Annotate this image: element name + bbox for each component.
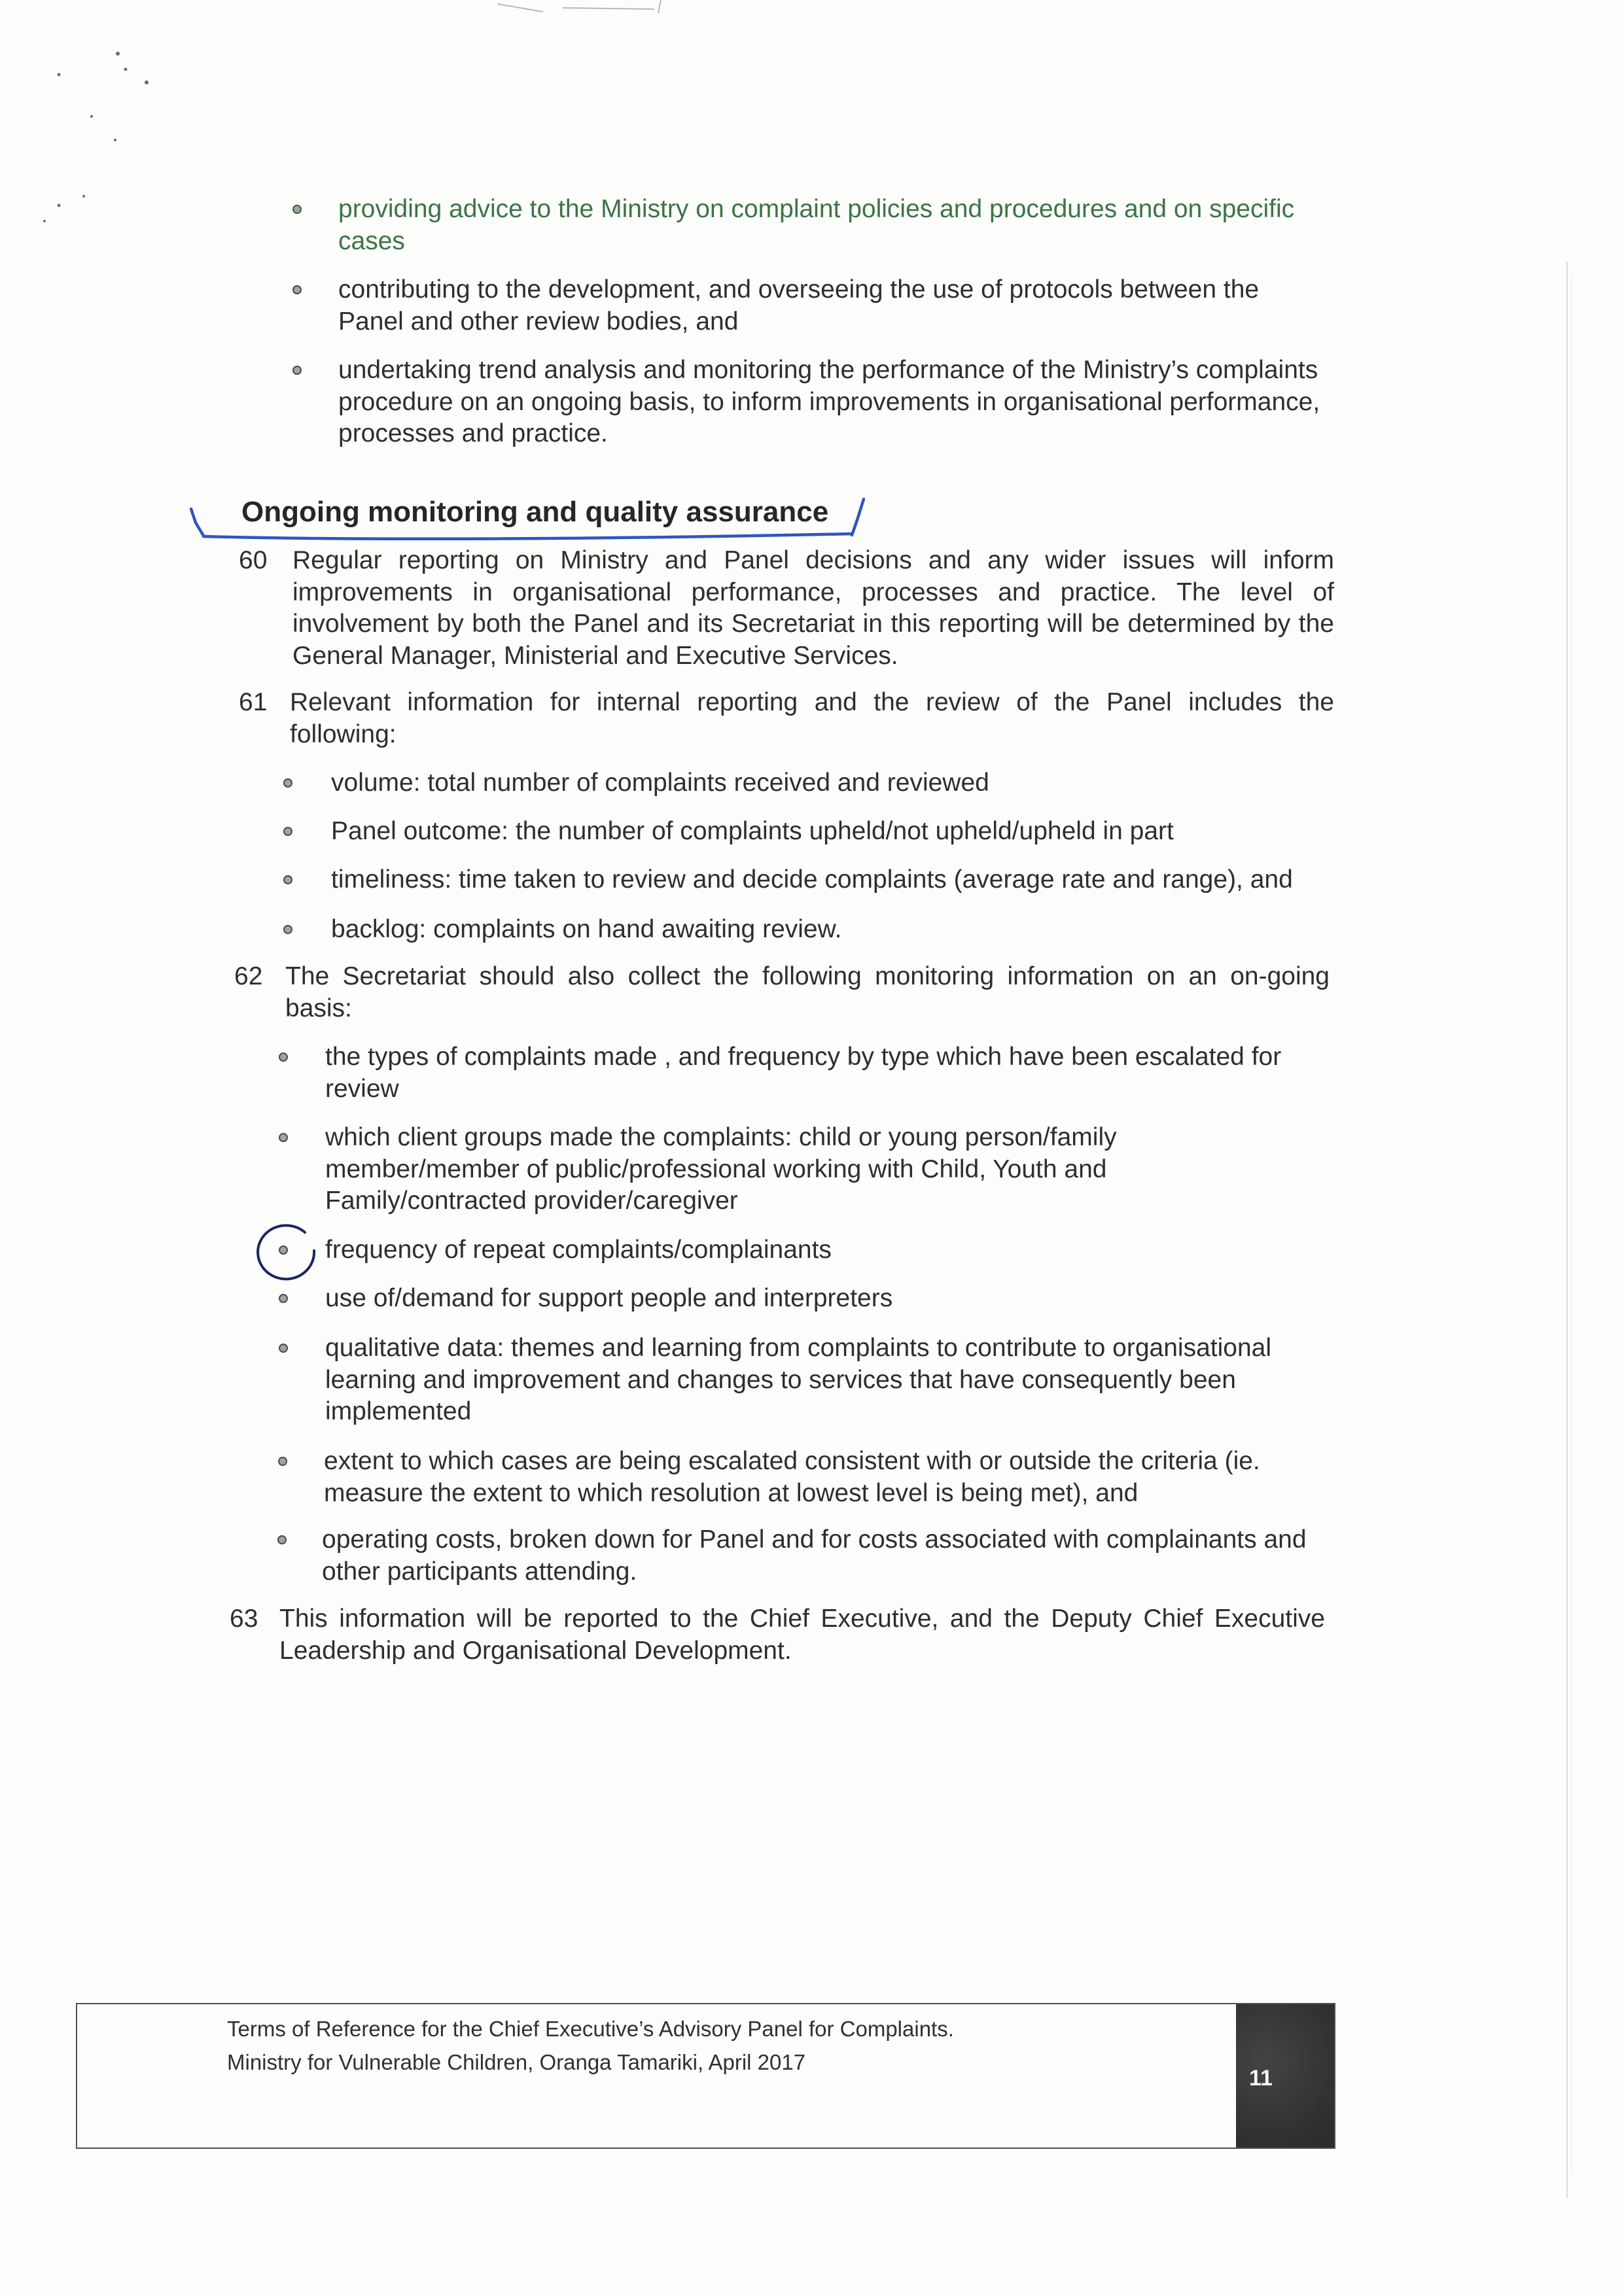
bullet-text-line: which client groups made the complaints: child or young person/family [325, 1123, 1117, 1151]
paragraph-line: General Manager, Ministerial and Executive Services. [292, 641, 898, 670]
paragraph-line: The Secretariat should also collect the following monitoring information on an on-going [285, 962, 1330, 990]
pen-check-mark [852, 499, 864, 535]
bullet-icon [283, 875, 292, 884]
bullet-text-line: member/member of public/professional working with Child, Youth and [325, 1155, 1107, 1183]
bullet-text-line: implemented [325, 1397, 472, 1425]
bullet-item [322, 1524, 1326, 1588]
bullet-icon [279, 1245, 288, 1255]
bullet-item [338, 194, 1335, 257]
bullet-text-line: frequency of repeat complaints/complainants [325, 1236, 832, 1264]
pen-check-mark [191, 509, 203, 536]
bullet-item [325, 1122, 1326, 1217]
bullet-text-line: timeliness: time taken to review and decide complaints (average rate and range), and [331, 865, 1293, 894]
bullet-text-line: learning and improvement and changes to services that have consequently been [325, 1365, 1236, 1394]
bullet-text-line: the types of complaints made , and frequency by type which have been escalated for [325, 1043, 1282, 1071]
section-heading: Ongoing monitoring and quality assurance [241, 496, 829, 528]
bullet-text-line: providing advice to the Ministry on complaint policies and procedures and on specific [338, 195, 1295, 223]
bullet-text-line: review [325, 1074, 399, 1103]
bullet-text-line: procedure on an ongoing basis, to inform improvements in organisational performance, [338, 387, 1320, 416]
bullet-icon [279, 1133, 288, 1142]
paragraph-63 [279, 1603, 1325, 1667]
footer-text [227, 2012, 954, 2079]
bullet-icon [283, 778, 292, 788]
bullet-icon [283, 925, 292, 934]
page-number: 11 [1249, 2066, 1273, 2091]
bullet-item [325, 1332, 1326, 1428]
paragraph-line: Relevant information for internal reporting and the review of the Panel includes the [290, 688, 1334, 716]
bullet-icon [278, 1457, 287, 1466]
bullet-text-line: use of/demand for support people and interpreters [325, 1284, 893, 1312]
bullet-text-line: backlog: complaints on hand awaiting review. [331, 915, 842, 943]
bullet-item [331, 914, 1332, 946]
paragraph-line: Regular reporting on Ministry and Panel decisions and any wider issues will inform [292, 546, 1334, 574]
bullet-icon [292, 366, 302, 375]
bullet-icon [279, 1052, 288, 1062]
paragraph-line: basis: [285, 994, 352, 1022]
bullet-icon [279, 1294, 288, 1303]
pen-underline [203, 534, 852, 539]
bullet-item [324, 1446, 1325, 1509]
bullet-item [325, 1283, 1326, 1315]
bullet-item [338, 355, 1335, 450]
footer-document-title: Terms of Reference for the Chief Executive’s Advisory Panel for Complaints. [227, 2017, 954, 2041]
bullet-icon [279, 1344, 288, 1353]
bullet-icon [292, 285, 302, 294]
bullet-text-line: Panel outcome: the number of complaints upheld/not upheld/upheld in part [331, 817, 1174, 845]
scan-edge-line [1566, 262, 1568, 2198]
paragraph-60 [292, 545, 1334, 672]
scan-mark [497, 0, 661, 13]
bullet-item [331, 864, 1332, 896]
bullet-text-line: operating costs, broken down for Panel and for costs associated with complainants and [322, 1525, 1307, 1554]
bullet-icon [283, 827, 292, 836]
paragraph-number: 63 [230, 1605, 258, 1633]
paragraph-number: 60 [239, 546, 268, 574]
bullet-text-line: measure the extent to which resolution at lowest level is being met), and [324, 1478, 1139, 1507]
bullet-item [325, 1041, 1326, 1105]
bullet-item [331, 816, 1332, 848]
paragraph-line: This information will be reported to the Chief Executive, and the Deputy Chief Executive [279, 1605, 1325, 1633]
bullet-text-line: Panel and other review bodies, and [338, 307, 739, 336]
paragraph-62 [285, 961, 1330, 1024]
paragraph-number: 62 [234, 962, 263, 990]
bullet-text-line: undertaking trend analysis and monitoring the performance of the Ministry’s complaints [338, 356, 1318, 384]
bullet-text-line: volume: total number of complaints received and reviewed [331, 769, 989, 797]
scan-edge-line [1571, 275, 1572, 2172]
paragraph-61 [290, 687, 1334, 750]
paragraph-line: involvement by both the Panel and its Secretariat in this reporting will be determined by the [292, 610, 1334, 638]
scan-specks [43, 52, 149, 222]
page-number-block [1236, 2004, 1334, 2148]
bullet-icon [292, 205, 302, 214]
bullet-text-line: contributing to the development, and overseeing the use of protocols between the [338, 275, 1260, 304]
paragraph-line: following: [290, 720, 397, 748]
paragraph-line: improvements in organisational performance, processes and practice. The level of [292, 578, 1334, 606]
bullet-icon [277, 1535, 287, 1544]
bullet-item [338, 274, 1335, 338]
bullet-item-circled [325, 1234, 1326, 1266]
bullet-text-line: processes and practice. [338, 419, 608, 447]
bullet-text-line: qualitative data: themes and learning from complaints to contribute to organisational [325, 1334, 1272, 1362]
paragraph-number: 61 [239, 688, 268, 716]
page-footer [76, 2003, 1335, 2149]
footer-publisher-date: Ministry for Vulnerable Children, Oranga Tamariki, April 2017 [227, 2050, 806, 2074]
bullet-text-line: Family/contracted provider/caregiver [325, 1187, 738, 1215]
bullet-text-line: extent to which cases are being escalated consistent with or outside the criteria (ie. [324, 1447, 1260, 1475]
bullet-text-line: other participants attending. [322, 1557, 637, 1586]
bullet-item [331, 767, 1332, 799]
paragraph-line: Leadership and Organisational Development. [279, 1636, 792, 1665]
bullet-text-line: cases [338, 226, 405, 255]
